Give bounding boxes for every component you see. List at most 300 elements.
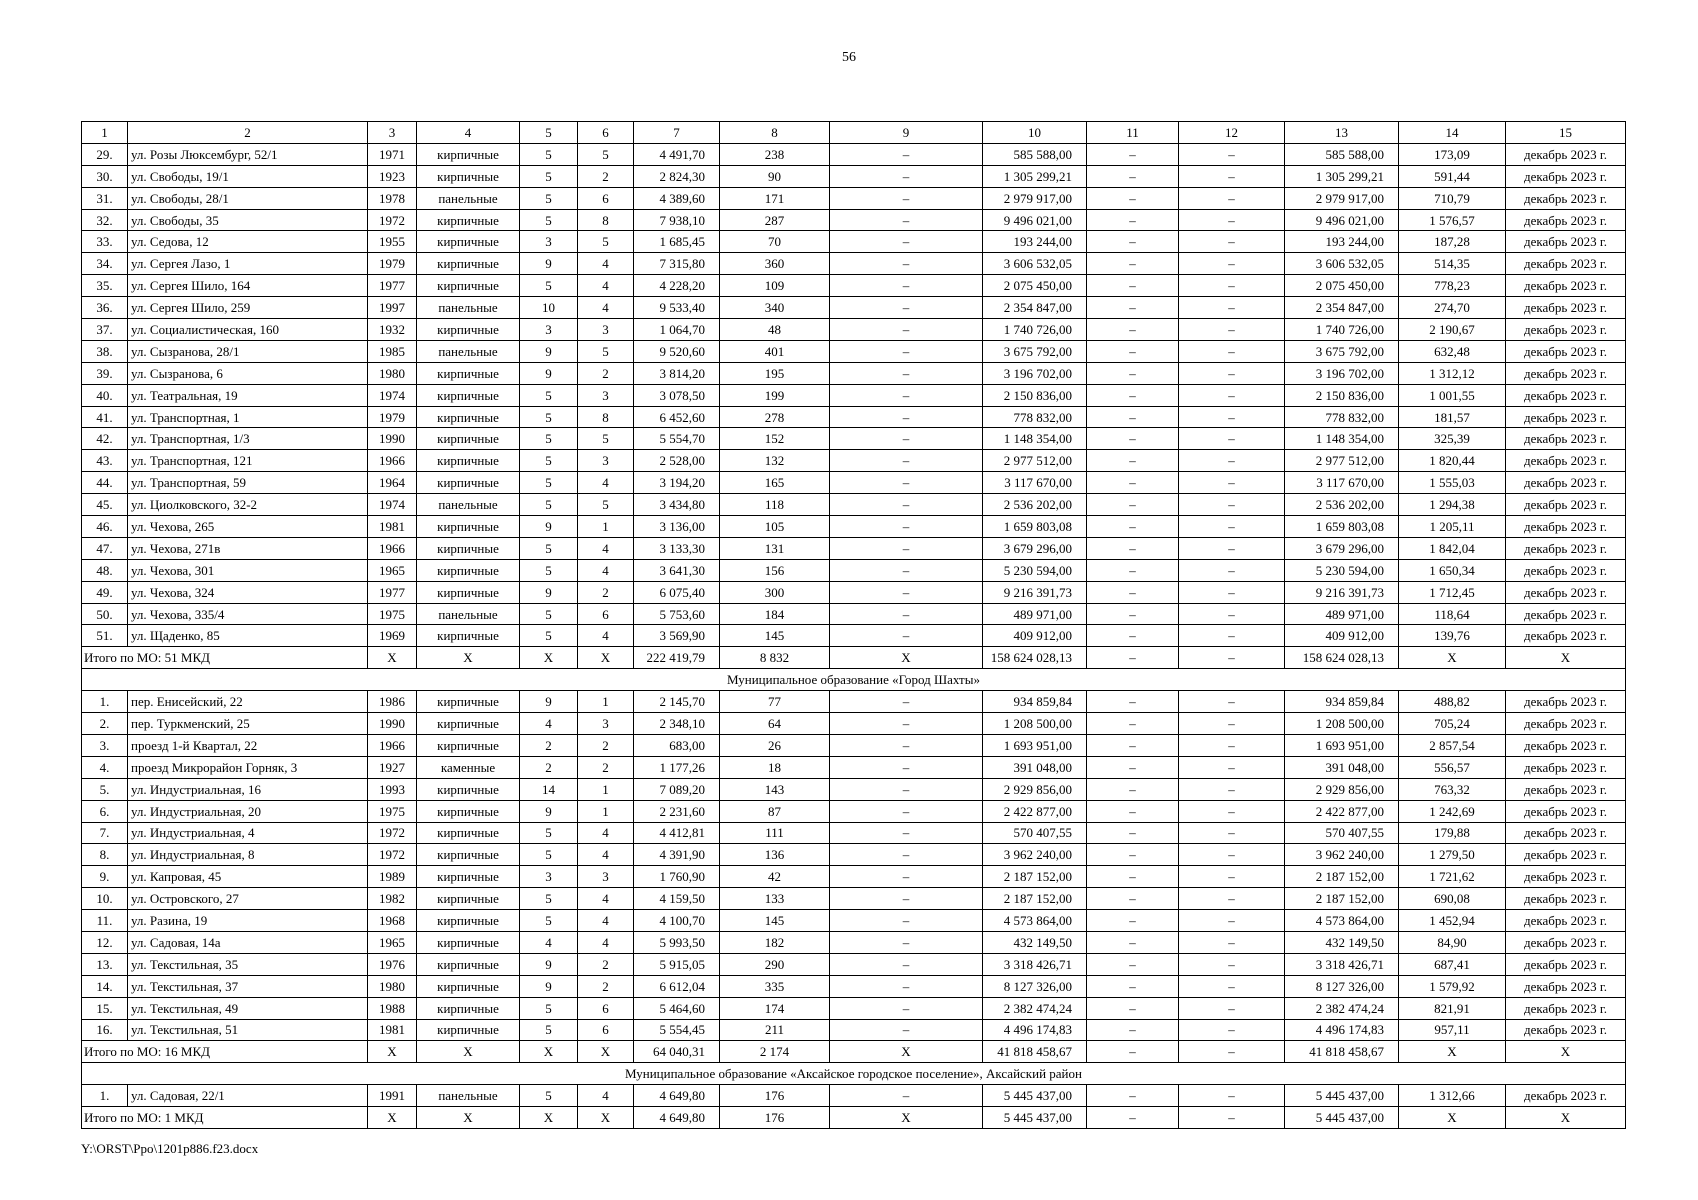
table-cell: 4 — [578, 822, 634, 844]
table-cell: – — [830, 450, 983, 472]
table-cell: 3 318 426,71 — [1285, 953, 1399, 975]
table-cell: – — [1087, 910, 1179, 932]
table-cell: – — [1179, 384, 1285, 406]
table-cell: 1972 — [368, 822, 417, 844]
table-row — [82, 559, 1626, 581]
table-cell: 1965 — [368, 931, 417, 953]
table-cell: пер. Туркменский, 25 — [128, 713, 368, 735]
table-cell: 300 — [720, 581, 830, 603]
table-row — [82, 953, 1626, 975]
total-cell: X — [830, 1107, 983, 1129]
table-cell: 2 857,54 — [1399, 734, 1506, 756]
table-cell: 3 679 296,00 — [983, 537, 1087, 559]
table-cell: декабрь 2023 г. — [1506, 362, 1626, 384]
table-cell: 1976 — [368, 953, 417, 975]
table-cell: 4 100,70 — [634, 910, 720, 932]
column-number-cell: 12 — [1179, 122, 1285, 144]
table-cell: 3 — [578, 866, 634, 888]
table-cell: 87 — [720, 800, 830, 822]
table-cell: 145 — [720, 625, 830, 647]
table-cell: – — [830, 537, 983, 559]
table-cell: – — [1087, 997, 1179, 1019]
table-cell: 2 075 450,00 — [1285, 275, 1399, 297]
table-cell: 38. — [82, 340, 128, 362]
table-cell: – — [1087, 537, 1179, 559]
table-cell: – — [1087, 953, 1179, 975]
total-cell: 5 445 437,00 — [1285, 1107, 1399, 1129]
table-cell: 3. — [82, 734, 128, 756]
table-cell: кирпичные — [417, 472, 520, 494]
table-cell: 5 — [520, 428, 578, 450]
table-cell: панельные — [417, 494, 520, 516]
table-cell: 5 — [520, 888, 578, 910]
table-cell: – — [830, 778, 983, 800]
table-cell: ул. Транспортная, 1/3 — [128, 428, 368, 450]
table-cell: 5 464,60 — [634, 997, 720, 1019]
table-cell: 3 136,00 — [634, 516, 720, 538]
table-cell: 2 528,00 — [634, 450, 720, 472]
table-cell: – — [830, 428, 983, 450]
table-cell: – — [1087, 625, 1179, 647]
table-cell: 6 — [578, 187, 634, 209]
table-cell: 34. — [82, 253, 128, 275]
table-cell: 49. — [82, 581, 128, 603]
table-cell: 156 — [720, 559, 830, 581]
table-cell: 570 407,55 — [983, 822, 1087, 844]
table-cell: 238 — [720, 143, 830, 165]
table-cell: – — [830, 691, 983, 713]
table-cell: 2 187 152,00 — [983, 866, 1087, 888]
table-cell: 181,57 — [1399, 406, 1506, 428]
table-cell: 30. — [82, 165, 128, 187]
table-cell: 5 915,05 — [634, 953, 720, 975]
table-cell: – — [1087, 931, 1179, 953]
table-cell: – — [1179, 406, 1285, 428]
table-cell: 2 977 512,00 — [983, 450, 1087, 472]
table-row — [82, 713, 1626, 735]
table-cell: 3 569,90 — [634, 625, 720, 647]
table-row — [82, 866, 1626, 888]
table-cell: 31. — [82, 187, 128, 209]
table-cell: 1 148 354,00 — [983, 428, 1087, 450]
table-cell: 2 — [578, 953, 634, 975]
table-cell: 2 979 917,00 — [983, 187, 1087, 209]
table-cell: 934 859,84 — [1285, 691, 1399, 713]
table-cell: декабрь 2023 г. — [1506, 516, 1626, 538]
table-cell: – — [1087, 297, 1179, 319]
table-cell: – — [830, 822, 983, 844]
total-cell: X — [368, 647, 417, 669]
table-cell: – — [1179, 143, 1285, 165]
table-cell: ул. Свободы, 19/1 — [128, 165, 368, 187]
table-cell: 3 194,20 — [634, 472, 720, 494]
table-cell: 9 — [520, 516, 578, 538]
table-cell: 182 — [720, 931, 830, 953]
table-cell: декабрь 2023 г. — [1506, 187, 1626, 209]
table-cell: кирпичные — [417, 713, 520, 735]
table-cell: 1. — [82, 691, 128, 713]
table-cell: декабрь 2023 г. — [1506, 822, 1626, 844]
table-cell: ул. Индустриальная, 20 — [128, 800, 368, 822]
table-cell: декабрь 2023 г. — [1506, 494, 1626, 516]
table-cell: 132 — [720, 450, 830, 472]
table-row — [82, 165, 1626, 187]
page-number: 56 — [842, 50, 856, 65]
table-cell: 10. — [82, 888, 128, 910]
table-cell: – — [1087, 494, 1179, 516]
table-cell: – — [830, 931, 983, 953]
table-cell: 9 520,60 — [634, 340, 720, 362]
table-cell: 3 962 240,00 — [983, 844, 1087, 866]
table-cell: – — [1179, 822, 1285, 844]
table-cell: – — [1179, 910, 1285, 932]
table-cell: – — [1179, 866, 1285, 888]
table-cell: – — [830, 888, 983, 910]
table-cell: – — [1179, 319, 1285, 341]
table-cell: 1972 — [368, 209, 417, 231]
table-cell: 14. — [82, 975, 128, 997]
table-row — [82, 428, 1626, 450]
table-cell: ул. Щаденко, 85 — [128, 625, 368, 647]
table-cell: 1972 — [368, 844, 417, 866]
total-label: Итого по МО: 16 МКД — [82, 1041, 368, 1063]
table-cell: 1923 — [368, 165, 417, 187]
total-label: Итого по МО: 51 МКД — [82, 647, 368, 669]
table-cell: 5 — [520, 559, 578, 581]
table-cell: 51. — [82, 625, 128, 647]
table-cell: ул. Текстильная, 37 — [128, 975, 368, 997]
table-cell: 488,82 — [1399, 691, 1506, 713]
table-row — [82, 406, 1626, 428]
table-cell: 111 — [720, 822, 830, 844]
table-cell: 409 912,00 — [1285, 625, 1399, 647]
table-cell: 199 — [720, 384, 830, 406]
table-cell: 5 — [578, 340, 634, 362]
table-cell: 5 753,60 — [634, 603, 720, 625]
table-cell: – — [830, 494, 983, 516]
table-row — [82, 472, 1626, 494]
table-cell: 432 149,50 — [983, 931, 1087, 953]
table-cell: – — [1179, 581, 1285, 603]
table-cell: декабрь 2023 г. — [1506, 625, 1626, 647]
table-cell: 325,39 — [1399, 428, 1506, 450]
table-cell: 4 573 864,00 — [1285, 910, 1399, 932]
column-number-cell: 9 — [830, 122, 983, 144]
table-cell: 2 190,67 — [1399, 319, 1506, 341]
table-cell: – — [1087, 472, 1179, 494]
table-cell: кирпичные — [417, 581, 520, 603]
table-cell: 934 859,84 — [983, 691, 1087, 713]
table-cell: 1 177,26 — [634, 756, 720, 778]
table-cell: 2 231,60 — [634, 800, 720, 822]
total-cell: X — [830, 647, 983, 669]
table-cell: – — [830, 844, 983, 866]
table-cell: 9 216 391,73 — [983, 581, 1087, 603]
table-cell: – — [830, 187, 983, 209]
table-cell: 591,44 — [1399, 165, 1506, 187]
table-cell: – — [1087, 713, 1179, 735]
table-cell: – — [1179, 975, 1285, 997]
table-row — [82, 319, 1626, 341]
table-cell: 165 — [720, 472, 830, 494]
table-cell: 6 612,04 — [634, 975, 720, 997]
table-cell: 1980 — [368, 975, 417, 997]
table-row — [82, 1085, 1626, 1107]
table-row — [82, 844, 1626, 866]
table-cell: ул. Свободы, 28/1 — [128, 187, 368, 209]
table-cell: 4 — [578, 910, 634, 932]
table-cell: – — [830, 975, 983, 997]
table-cell: – — [1179, 450, 1285, 472]
table-cell: кирпичные — [417, 866, 520, 888]
table-cell: 6 — [578, 997, 634, 1019]
table-cell: пер. Енисейский, 22 — [128, 691, 368, 713]
table-cell: – — [830, 253, 983, 275]
table-cell: 683,00 — [634, 734, 720, 756]
table-cell: – — [1087, 165, 1179, 187]
total-cell: X — [1399, 1107, 1506, 1129]
table-cell: – — [830, 581, 983, 603]
table-cell: – — [1179, 691, 1285, 713]
table-cell: 8 127 326,00 — [1285, 975, 1399, 997]
table-cell: – — [1087, 362, 1179, 384]
table-cell: 1. — [82, 1085, 128, 1107]
table-cell: 5 230 594,00 — [983, 559, 1087, 581]
table-cell: 8 127 326,00 — [983, 975, 1087, 997]
table-cell: 5 — [520, 450, 578, 472]
total-cell: X — [368, 1041, 417, 1063]
table-cell: 5 — [520, 275, 578, 297]
table-cell: – — [830, 209, 983, 231]
table-cell: 2 145,70 — [634, 691, 720, 713]
table-cell: 340 — [720, 297, 830, 319]
table-cell: – — [1179, 428, 1285, 450]
table-cell: – — [830, 165, 983, 187]
total-cell: X — [578, 647, 634, 669]
table-cell: 1 208 500,00 — [1285, 713, 1399, 735]
table-cell: 9 — [520, 691, 578, 713]
column-number-cell: 11 — [1087, 122, 1179, 144]
table-cell: – — [1179, 187, 1285, 209]
total-cell: X — [520, 1041, 578, 1063]
table-cell: 1 659 803,08 — [1285, 516, 1399, 538]
table-cell: – — [1179, 778, 1285, 800]
table-cell: 1 555,03 — [1399, 472, 1506, 494]
table-cell: – — [1179, 165, 1285, 187]
column-number-cell: 4 — [417, 122, 520, 144]
table-cell: – — [1087, 450, 1179, 472]
table-cell: 109 — [720, 275, 830, 297]
table-cell: 4 — [520, 713, 578, 735]
table-cell: 1 — [578, 516, 634, 538]
table-cell: 1977 — [368, 581, 417, 603]
table-cell: 184 — [720, 603, 830, 625]
table-cell: 9. — [82, 866, 128, 888]
table-cell: 41. — [82, 406, 128, 428]
table-row — [82, 888, 1626, 910]
table-cell: 1971 — [368, 143, 417, 165]
table-cell: 2 382 474,24 — [1285, 997, 1399, 1019]
column-number-cell: 1 — [82, 122, 128, 144]
table-cell: декабрь 2023 г. — [1506, 603, 1626, 625]
table-cell: 2 977 512,00 — [1285, 450, 1399, 472]
table-cell: кирпичные — [417, 428, 520, 450]
table-cell: ул. Транспортная, 59 — [128, 472, 368, 494]
table-cell: 514,35 — [1399, 253, 1506, 275]
table-cell: 143 — [720, 778, 830, 800]
municipality-title: Муниципальное образование «Город Шахты» — [82, 669, 1626, 691]
table-cell: декабрь 2023 г. — [1506, 559, 1626, 581]
table-cell: 1 064,70 — [634, 319, 720, 341]
table-cell: – — [1179, 888, 1285, 910]
table-cell: ул. Социалистическая, 160 — [128, 319, 368, 341]
table-cell: 139,76 — [1399, 625, 1506, 647]
table-cell: – — [1087, 844, 1179, 866]
table-cell: 5 445 437,00 — [983, 1085, 1087, 1107]
table-cell: – — [1087, 340, 1179, 362]
total-cell: X — [520, 647, 578, 669]
table-cell: – — [1179, 275, 1285, 297]
table-cell: 1981 — [368, 516, 417, 538]
table-cell: 1997 — [368, 297, 417, 319]
table-cell: 12. — [82, 931, 128, 953]
table-cell: кирпичные — [417, 625, 520, 647]
table-cell: 118,64 — [1399, 603, 1506, 625]
table-cell: 274,70 — [1399, 297, 1506, 319]
table-cell: 48 — [720, 319, 830, 341]
table-cell: декабрь 2023 г. — [1506, 953, 1626, 975]
table-cell: 7 315,80 — [634, 253, 720, 275]
total-cell: X — [830, 1041, 983, 1063]
table-cell: 2 — [520, 756, 578, 778]
table-cell: 1 740 726,00 — [983, 319, 1087, 341]
table-cell: ул. Сергея Шило, 164 — [128, 275, 368, 297]
table-cell: 3 606 532,05 — [983, 253, 1087, 275]
table-cell: 2 929 856,00 — [1285, 778, 1399, 800]
table-cell: 1 721,62 — [1399, 866, 1506, 888]
table-cell: 8 — [578, 406, 634, 428]
table-cell: 1985 — [368, 340, 417, 362]
table-cell: ул. Транспортная, 121 — [128, 450, 368, 472]
table-cell: 4 649,80 — [634, 1085, 720, 1107]
table-cell: ул. Индустриальная, 4 — [128, 822, 368, 844]
table-cell: 145 — [720, 910, 830, 932]
table-cell: ул. Чехова, 335/4 — [128, 603, 368, 625]
table-row — [82, 910, 1626, 932]
table-cell: кирпичные — [417, 931, 520, 953]
table-cell: – — [1087, 516, 1179, 538]
table-cell: – — [1179, 800, 1285, 822]
total-cell: 41 818 458,67 — [1285, 1041, 1399, 1063]
table-cell: 50. — [82, 603, 128, 625]
table-cell: 3 641,30 — [634, 559, 720, 581]
table-row — [82, 516, 1626, 538]
total-row — [82, 647, 1626, 669]
total-cell: – — [1179, 1041, 1285, 1063]
table-cell: 1 312,66 — [1399, 1085, 1506, 1107]
table-cell: декабрь 2023 г. — [1506, 931, 1626, 953]
table-cell: – — [1179, 537, 1285, 559]
table-cell: – — [1087, 1085, 1179, 1107]
table-cell: ул. Сергея Лазо, 1 — [128, 253, 368, 275]
table-cell: кирпичные — [417, 319, 520, 341]
table-cell: 556,57 — [1399, 756, 1506, 778]
table-cell: 5 — [578, 143, 634, 165]
table-cell: 1955 — [368, 231, 417, 253]
table-row — [82, 362, 1626, 384]
total-cell: X — [1506, 1107, 1626, 1129]
table-cell: декабрь 2023 г. — [1506, 734, 1626, 756]
table-cell: 1 693 951,00 — [983, 734, 1087, 756]
table-cell: – — [1087, 428, 1179, 450]
table-cell: 2 — [578, 165, 634, 187]
table-cell: 5 — [520, 165, 578, 187]
total-cell: X — [368, 1107, 417, 1129]
table-cell: 278 — [720, 406, 830, 428]
table-cell: – — [830, 910, 983, 932]
table-cell: 211 — [720, 1019, 830, 1041]
table-cell: кирпичные — [417, 734, 520, 756]
table-cell: 3 675 792,00 — [1285, 340, 1399, 362]
table-cell: панельные — [417, 603, 520, 625]
table-cell: ул. Сызранова, 6 — [128, 362, 368, 384]
table-cell: – — [830, 625, 983, 647]
table-cell: 171 — [720, 187, 830, 209]
table-cell: 47. — [82, 537, 128, 559]
table-cell: – — [1179, 472, 1285, 494]
table-cell: – — [1179, 1019, 1285, 1041]
table-cell: 1989 — [368, 866, 417, 888]
table-cell: 1979 — [368, 253, 417, 275]
table-cell: – — [830, 340, 983, 362]
table-cell: 2. — [82, 713, 128, 735]
table-cell: 391 048,00 — [983, 756, 1087, 778]
table-cell: 193 244,00 — [983, 231, 1087, 253]
total-cell: 158 624 028,13 — [1285, 647, 1399, 669]
table-cell: 193 244,00 — [1285, 231, 1399, 253]
table-cell: – — [1087, 1019, 1179, 1041]
table-cell: 3 — [578, 713, 634, 735]
table-cell: 5 — [520, 494, 578, 516]
table-cell: декабрь 2023 г. — [1506, 910, 1626, 932]
total-cell: – — [1087, 647, 1179, 669]
table-row — [82, 975, 1626, 997]
table-cell: декабрь 2023 г. — [1506, 319, 1626, 341]
municipality-title-row — [82, 669, 1626, 691]
table-cell: – — [1087, 275, 1179, 297]
table-cell: – — [830, 734, 983, 756]
table-cell: – — [830, 319, 983, 341]
table-cell: кирпичные — [417, 231, 520, 253]
table-cell: 11. — [82, 910, 128, 932]
table-cell: 1966 — [368, 537, 417, 559]
table-cell: ул. Индустриальная, 8 — [128, 844, 368, 866]
table-row — [82, 734, 1626, 756]
table-cell: декабрь 2023 г. — [1506, 1085, 1626, 1107]
table-cell: 4 — [578, 472, 634, 494]
table-cell: 35. — [82, 275, 128, 297]
table-cell: 2 382 474,24 — [983, 997, 1087, 1019]
table-cell: 2 187 152,00 — [983, 888, 1087, 910]
table-cell: 3 962 240,00 — [1285, 844, 1399, 866]
table-cell: 4 — [578, 931, 634, 953]
total-cell: X — [1399, 1041, 1506, 1063]
table-cell: – — [1179, 231, 1285, 253]
table-cell: 570 407,55 — [1285, 822, 1399, 844]
table-cell: 432 149,50 — [1285, 931, 1399, 953]
table-cell: ул. Седова, 12 — [128, 231, 368, 253]
table-cell: декабрь 2023 г. — [1506, 340, 1626, 362]
